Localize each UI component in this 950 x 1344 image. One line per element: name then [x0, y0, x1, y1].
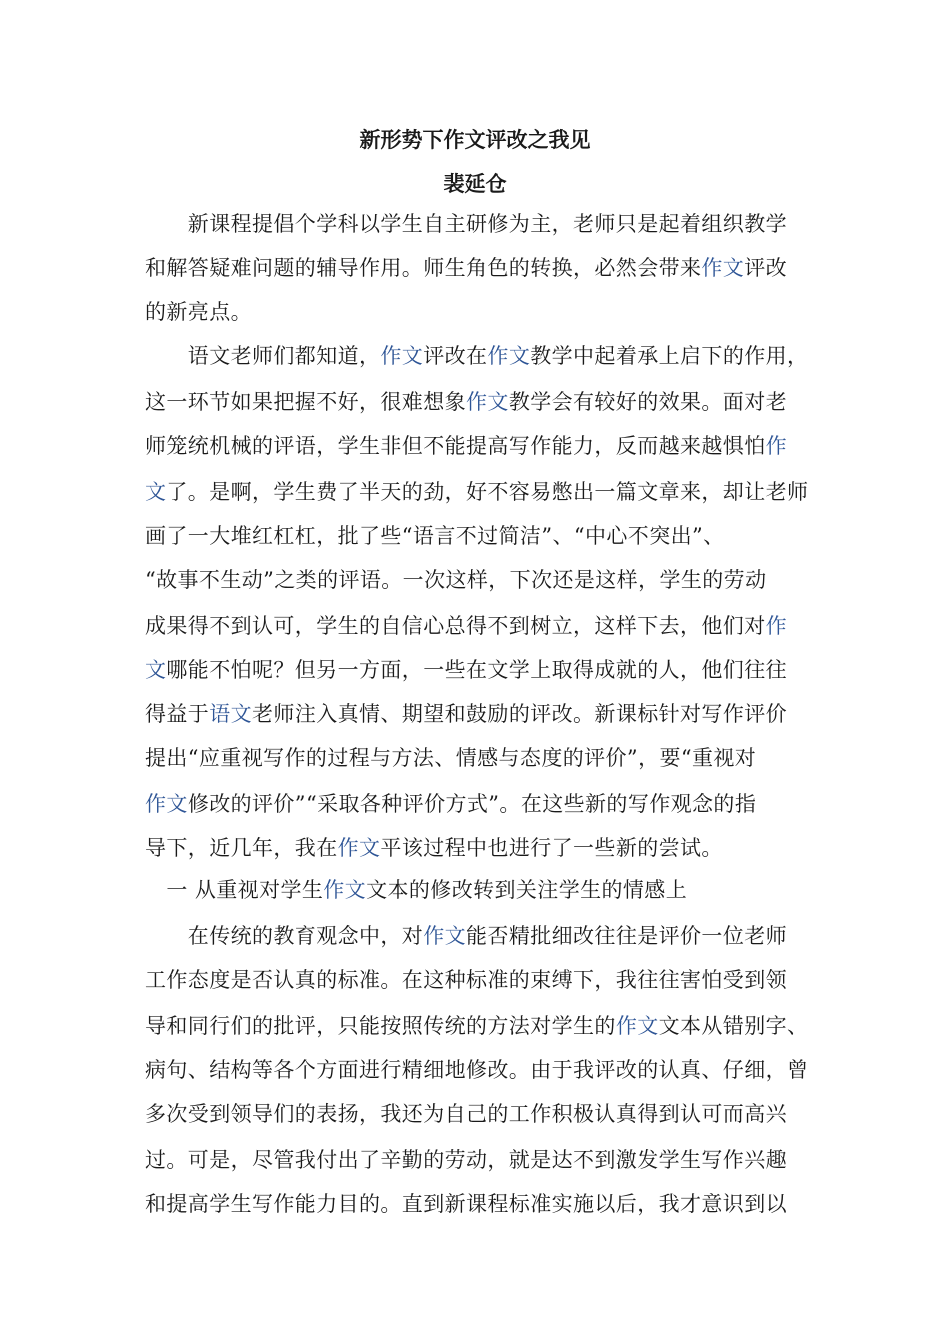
- body-text: 的新亮点。: [145, 300, 252, 324]
- body-text: 工作态度是否认真的标准。在这种标准的束缚下，我往往害怕受到领: [145, 968, 787, 992]
- body-text: 文本的修改转到关注学生的情感上: [366, 878, 688, 902]
- body-line: [145, 968, 787, 992]
- body-text: 能否精批细改往往是评价一位老师: [466, 924, 788, 948]
- body-text: 评改: [744, 256, 788, 280]
- body-line: [145, 792, 756, 816]
- keyword-link[interactable]: 作文: [466, 390, 509, 414]
- body-text: 提出“应重视写作的过程与方法、情感与态度的评价”，要“重视对: [145, 746, 757, 770]
- body-text: 和提高学生写作能力目的。直到新课程标准实施以后，我才意识到以: [145, 1192, 787, 1216]
- body-text: 新课程提倡个学科以学生自主研修为主，老师只是起着组织教学: [145, 212, 787, 236]
- body-line: [145, 434, 787, 458]
- body-line: [145, 1014, 808, 1038]
- body-text: 过。可是，尽管我付出了辛勤的劳动，就是达不到激发学生写作兴趣: [145, 1148, 787, 1172]
- body-line: [145, 836, 723, 860]
- body-text: 导和同行们的批评，只能按照传统的方法对学生的: [145, 1014, 616, 1038]
- body-text: 了。是啊，学生费了半天的劲，好不容易憋出一篇文章来，却让老师: [166, 480, 809, 504]
- body-text: 老师注入真情、期望和鼓励的评改。新课标针对写作评价: [252, 702, 788, 726]
- keyword-link[interactable]: 语文: [209, 702, 253, 726]
- body-text: 这一环节如果把握不好，很难想象: [145, 390, 466, 414]
- keyword-link[interactable]: 作文: [323, 878, 367, 902]
- body-text: 得益于: [145, 702, 210, 726]
- body-text: 病句、结构等各个方面进行精细地修改。由于我评改的认真、仔细，曾: [145, 1058, 809, 1082]
- keyword-link[interactable]: 作文: [423, 924, 467, 948]
- body-line: [145, 480, 808, 504]
- body-line: [145, 924, 787, 948]
- body-line: [145, 390, 787, 414]
- body-text: 一 从重视对学生: [145, 878, 324, 902]
- body-text: 师笼统机械的评语，学生非但不能提高写作能力，反而越来越惧怕: [145, 434, 766, 458]
- body-line: [145, 1148, 787, 1172]
- keyword-link[interactable]: 作: [765, 614, 788, 638]
- keyword-link[interactable]: 作文: [337, 836, 381, 860]
- body-text: 成果得不到认可，学生的自信心总得不到树立，这样下去，他们对: [145, 614, 766, 638]
- body-line: [145, 344, 808, 368]
- body-line: [145, 1192, 787, 1216]
- body-line: [145, 658, 787, 682]
- body-line: [145, 568, 766, 592]
- body-text: 多次受到领导们的表扬，我还为自己的工作积极认真得到认可而高兴: [145, 1102, 787, 1126]
- body-line: [145, 300, 252, 324]
- body-line: [145, 524, 725, 548]
- document-author: 裴延仓: [443, 171, 507, 196]
- keyword-link[interactable]: 作: [765, 434, 788, 458]
- body-line: [145, 1058, 808, 1082]
- body-text: 文本从错别字、: [658, 1014, 809, 1038]
- body-text: 导下，近几年，我在: [145, 836, 338, 860]
- body-text: 教学中起着承上启下的作用，: [530, 344, 809, 368]
- body-text: 和解答疑难问题的辅导作用。师生角色的转换，必然会带来: [145, 256, 702, 280]
- body-text: 平该过程中也进行了一些新的尝试。: [380, 836, 723, 860]
- body-line: [145, 212, 787, 236]
- keyword-link[interactable]: 作文: [701, 256, 745, 280]
- document-title: 新形势下作文评改之我见: [359, 127, 591, 152]
- keyword-link[interactable]: 作文: [145, 792, 188, 816]
- body-text: 教学会有较好的效果。面对老: [508, 390, 788, 414]
- body-line: [145, 702, 787, 726]
- keyword-link[interactable]: 作文: [380, 344, 424, 368]
- body-text: 哪能不怕呢？但另一方面，一些在文学上取得成就的人，他们往往: [166, 658, 788, 682]
- keyword-link[interactable]: 作文: [487, 344, 531, 368]
- body-text: 画了一大堆红杠杠，批了些“语言不过简洁”、“中心不突出”、: [145, 524, 725, 548]
- body-text: 语文老师们都知道，: [145, 344, 381, 368]
- keyword-link[interactable]: 文: [145, 480, 167, 504]
- body-text: 修改的评价”“采取各种评价方式”。在这些新的写作观念的指: [187, 792, 757, 816]
- body-line: [145, 1102, 787, 1126]
- body-text: 评改在: [423, 344, 488, 368]
- body-line: [145, 878, 687, 902]
- keyword-link[interactable]: 文: [145, 658, 167, 682]
- keyword-link[interactable]: 作文: [615, 1014, 659, 1038]
- body-text: “故事不生动”之类的评语。一次这样，下次还是这样，学生的劳动: [145, 568, 767, 592]
- body-text: 在传统的教育观念中，对: [145, 924, 424, 948]
- body-line: [145, 256, 787, 280]
- body-line: [145, 614, 787, 638]
- body-line: [145, 746, 756, 770]
